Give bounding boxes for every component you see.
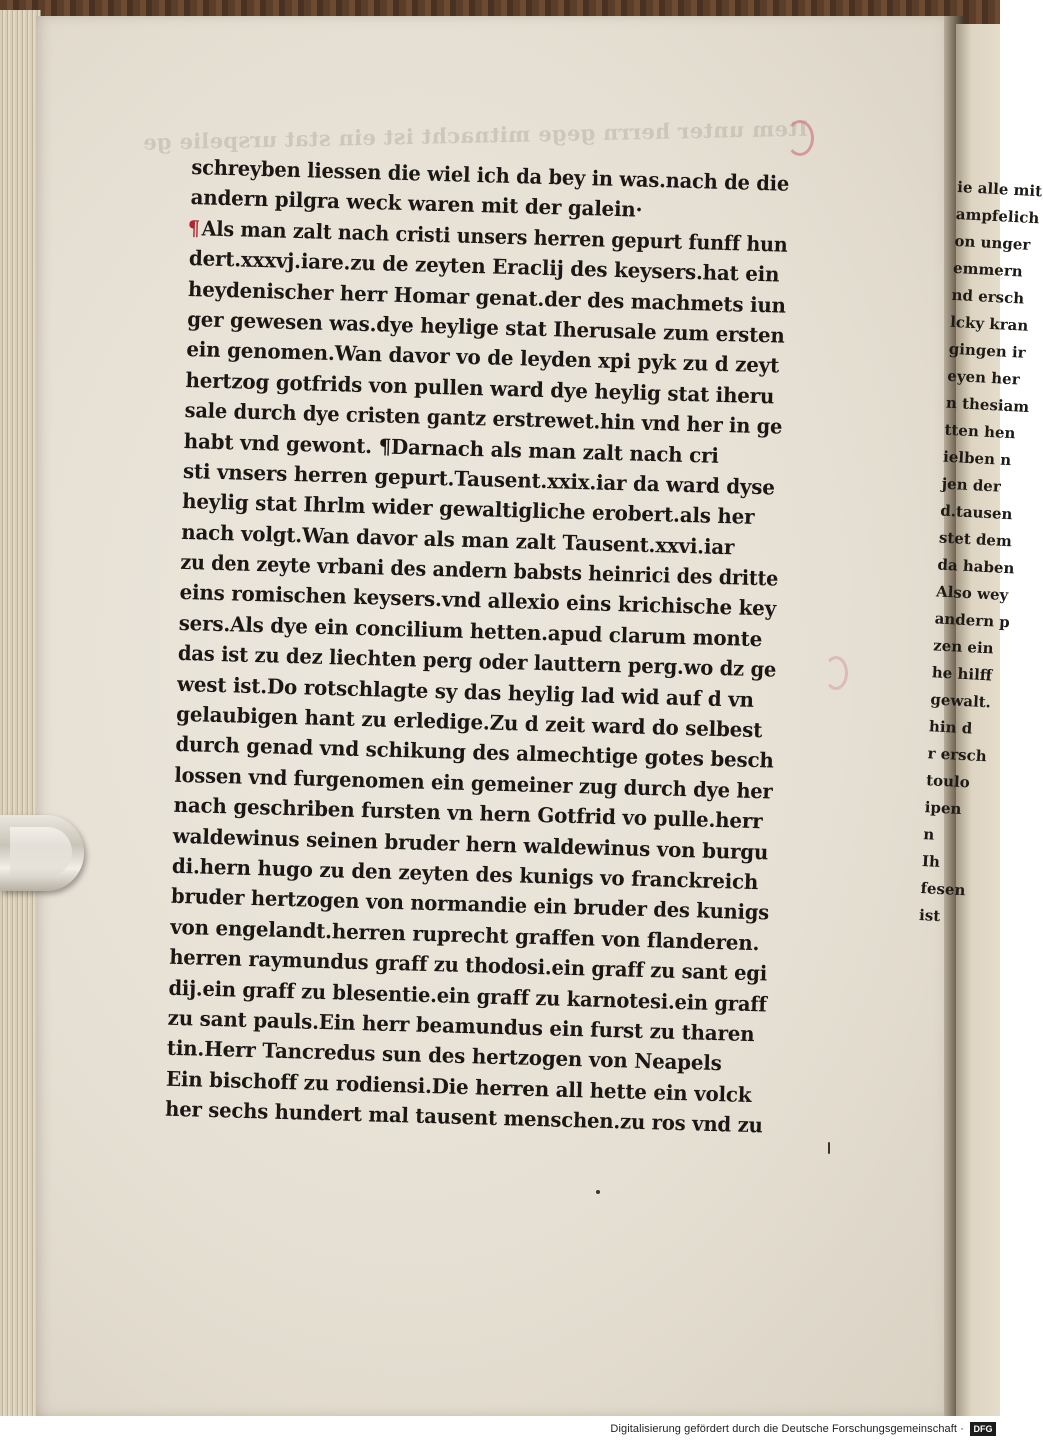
rubric-mark [169, 884, 170, 908]
rubric-mark [171, 823, 172, 847]
line-text: sti vnsers herren gepurt.Tausent.xxix.iar da ward dyse [182, 458, 776, 500]
line-text: her sechs hundert mal tausent menschen.zu ros vnd zu [164, 1096, 764, 1138]
rubric-mark [177, 580, 178, 604]
line-text: zu den zeyte vrbani des andern babsts heinrici des dritte [180, 549, 779, 591]
rubric-mark: ¶ [187, 215, 201, 241]
rubric-mark [187, 246, 188, 270]
ink-speck [828, 1142, 830, 1154]
rubric-mark [175, 671, 176, 695]
right-page-fragment: stet dem [938, 528, 1013, 551]
right-page-fragment: ipen [924, 798, 962, 819]
rubric-mark [172, 763, 173, 787]
line-text: nach volgt.Wan davor als man zalt Tausent.xxvi.iar [180, 519, 735, 560]
rubric-mark [178, 550, 179, 574]
right-page-fragment: d.tausen [939, 501, 1013, 524]
right-page-fragment: n thesiam [945, 393, 1030, 417]
line-text: zu sant pauls.Ein herr beamundus ein furst zu tharen [167, 1005, 755, 1047]
right-page-fragment: zen ein [932, 636, 995, 658]
rubric-mark [170, 854, 171, 878]
right-page-fragment: gewalt. [930, 690, 992, 712]
rubric-mark [173, 732, 174, 756]
line-text: ein genomen.Wan davor vo de leyden xpi pyk zu d zeyt [186, 337, 780, 378]
rubric-mark [163, 1097, 164, 1121]
right-page-fragment: r ersch [927, 744, 988, 766]
line-text: herren raymundus graff zu thodosi.ein graff zu sant egi [169, 944, 768, 986]
right-page-fragment: fesen [920, 879, 966, 900]
rubric-mark [179, 520, 180, 544]
dfg-logo: DFG [970, 1422, 996, 1436]
line-text: andern pilgra weck waren mit der galein· [190, 185, 643, 223]
rubric-mark [183, 368, 184, 392]
line-text: das ist zu dez liechten perg oder lauttern perg.wo dz ge [177, 641, 777, 682]
marginal-rubric-mark [824, 656, 848, 690]
rubric-mark [176, 641, 177, 665]
line-text: eins romischen keysers.vnd allexio eins krichische key [179, 580, 777, 622]
footer-bar [0, 1416, 1000, 1441]
right-page-fragment: on unger [954, 231, 1031, 254]
line-text: gelaubigen hant zu erledige.Zu d zeit ward do selbest [175, 701, 763, 743]
line-text: bruder hertzogen von normandie ein bruder des kunigs [170, 884, 770, 925]
right-page-fragment: nd ersch [951, 285, 1025, 308]
line-text: von engelandt.herren ruprecht graffen von flanderen. [169, 914, 760, 955]
line-text: west ist.Do rotschlagte sy das heylig lad wid auf d vn [176, 671, 755, 712]
line-text: dert.xxxvj.iare.zu de zeyten Eraclij des keysers.hat ein [188, 246, 780, 287]
clip-highlight [10, 827, 72, 877]
show-through-rubric-mark [786, 120, 814, 156]
rubric-mark [166, 975, 167, 999]
right-page-fragment: ielben n [942, 447, 1012, 470]
line-text: ger gewesen was.dye heylige stat Iherusale zum ersten [186, 306, 785, 348]
line-text: Als man zalt nach cristi unsers herren gepurt funff hun [201, 216, 788, 257]
funding-credit: Digitalisierung gefördert durch die Deutsche Forschungsgemeinschaft · [610, 1422, 964, 1435]
line-text: hertzog gotfrids von pullen ward dye heylig stat iheru [185, 367, 775, 409]
line-text: durch genad vnd schikung des almechtige gotes besch [175, 732, 774, 773]
line-text: schreyben liessen die wiel ich da bey in was.nach de die [191, 155, 790, 196]
right-page-fragment: Also wey [935, 582, 1009, 605]
right-page-fragment: da haben [937, 555, 1015, 578]
rubric-mark [167, 945, 168, 969]
rubric-mark [171, 793, 172, 817]
right-page-fragment: lcky kran [949, 312, 1029, 335]
line-text: heydenischer herr Homar genat.der des machmets iun [187, 276, 787, 318]
right-page-edge [918, 24, 1043, 1416]
rubric-mark [186, 277, 187, 301]
right-page-fragment: ist [918, 905, 941, 926]
rubric-mark [165, 1036, 166, 1060]
line-text: dij.ein graff zu blesentie.ein graff zu karnotesi.ein graff [168, 975, 767, 1016]
page-stack-edges [0, 10, 41, 1416]
right-page-fragment: gingen ir [948, 339, 1027, 362]
right-page-fragment: ie alle mit [956, 177, 1043, 201]
line-text: nach geschriben fursten vn hern Gotfrid vo pulle.herr [173, 793, 763, 834]
right-page-fragment: hin d [928, 717, 973, 738]
rubric-mark [188, 185, 189, 209]
line-text: sers.Als dye ein concilium hetten.apud clarum monte [178, 610, 763, 652]
right-page-fragment: toulo [925, 771, 971, 792]
rubric-mark [189, 155, 190, 179]
line-text: waldewinus seinen bruder hern waldewinus von burgu [172, 823, 769, 865]
rubric-mark [182, 428, 183, 452]
show-through-text: Item unter herrn gege mitnacht ist ein stat urspelie ge [142, 115, 809, 155]
right-page-fragment: ampfelich [955, 204, 1040, 228]
right-page-fragment: n [922, 825, 935, 844]
page-clip [0, 815, 84, 891]
line-text: lossen vnd furgenomen ein gemeiner zug durch dye her [174, 762, 773, 804]
right-page-fragment: andern p [934, 609, 1011, 632]
rubric-mark [168, 914, 169, 938]
rubric-mark [164, 1066, 165, 1090]
rubric-mark [182, 398, 183, 422]
line-text: sale durch dye cristen gantz erstrewet.hin vnd her in ge [184, 398, 783, 439]
rubric-mark [174, 702, 175, 726]
right-page-fragment: tten hen [944, 420, 1016, 443]
right-page-fragment: jen der [941, 474, 1002, 496]
main-text-block [163, 152, 810, 1141]
right-page-fragment: emmern [952, 258, 1024, 281]
line-text: di.hern hugo zu den zeyten des kunigs vo franckreich [171, 853, 759, 895]
line-text: heylig stat Ihrlm wider gewaltigliche erobert.als her [181, 489, 755, 530]
right-page-fragment: Ih [921, 852, 941, 871]
rubric-mark [185, 307, 186, 331]
line-text: tin.Herr Tancredus sun des hertzogen von Neapels [166, 1036, 722, 1076]
line-text: Ein bischoff zu rodiensi.Die herren all hette ein volck [165, 1066, 752, 1107]
right-page-fragment: he hilff [931, 663, 993, 685]
rubric-mark [184, 337, 185, 361]
rubric-mark [181, 459, 182, 483]
line-text: habt vnd gewont. ¶Darnach als man zalt nach cri [183, 428, 720, 468]
rubric-mark [177, 611, 178, 635]
rubric-mark [165, 1006, 166, 1030]
ink-speck [596, 1190, 600, 1194]
right-page-fragment: eyen her [946, 366, 1021, 389]
rubric-mark [180, 489, 181, 513]
